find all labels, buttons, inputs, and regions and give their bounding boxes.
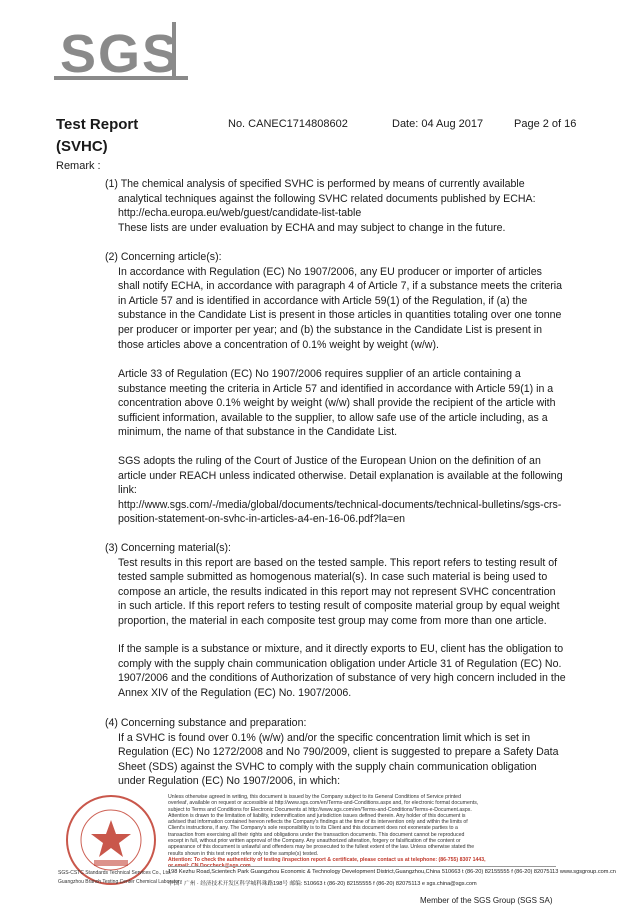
section-2-line: SGS adopts the ruling of the Court of Justice of the European Union on the definition of an bbox=[118, 455, 541, 467]
footer-address-en: 198 Kezhu Road,Scientech Park Guangzhou Economic & Technology Development District,Guangzhou,China 510663 t (86-20) 82155555 f (86-20) 82075113 www.sgsgroup.com.cn bbox=[168, 869, 616, 875]
section-4-line: Sheet (SDS) against the SVHC to comply with the supply chain communication obligation bbox=[118, 760, 537, 773]
section-2-line: In accordance with Regulation (EC) No 1907/2006, any EU producer or importer of articles bbox=[118, 265, 542, 278]
section-2-line: those articles above a concentration of 0.1% weight by weight (w/w). bbox=[118, 338, 439, 351]
footer-attention: Attention: To check the authenticity of testing /inspection report & certificate, please contact us at telephone: (86-755) 8307 1443, bbox=[168, 856, 486, 863]
section-3-line: tested sample submitted as homogenous material(s). In case such material is being used to bbox=[118, 571, 548, 584]
section-1-line: These lists are under evaluation by ECHA and may subject to change in the future. bbox=[118, 221, 506, 234]
footer-address-cn: 中国 · 广州 · 经济技术开发区科学城科珠路198号 邮编: 510663 t (86-20) 82155555 f (86-20) 82075113 e sgs.china@sgs.com bbox=[168, 881, 477, 887]
page-number: Page 2 of 16 bbox=[514, 118, 577, 130]
remark-label: Remark : bbox=[56, 160, 101, 172]
member-note: Member of the SGS Group (SGS SA) bbox=[420, 896, 553, 905]
section-1-line: analytical techniques against the following SVHC related documents published by ECHA: bbox=[118, 192, 536, 205]
section-2-line: minimum, the name of that substance in the Candidate List. bbox=[118, 426, 398, 439]
section-2-line: Article 33 of Regulation (EC) No 1907/2006 requires supplier of an article containing a bbox=[118, 368, 521, 380]
section-3-line: If the sample is a substance or mixture, and it directly exports to EU, client has the obligation to bbox=[118, 643, 564, 655]
section-3-line: in such article. If this report refers to testing result of composite material group by equal weight bbox=[118, 600, 560, 613]
report-number: No. CANEC1714808602 bbox=[228, 118, 348, 130]
section-2-line: in Article 57 and is identified in accordance with Article 59(1) of the Regulation, if (a) the bbox=[118, 294, 528, 307]
section-2-link: http://www.sgs.com/-/media/global/documents/technical-documents/technical-bulletins/sgs-crs- bbox=[118, 498, 562, 511]
section-3-line: compose an article, the results indicated in this report may not represent SVHC concentration bbox=[118, 585, 556, 598]
section-3-head: (3) Concerning material(s): bbox=[105, 542, 231, 554]
report-subtitle: (SVHC) bbox=[56, 138, 108, 155]
section-3-line: comply with the supply chain communication obligation under Article 31 of Regulation (EC) No. bbox=[118, 657, 562, 670]
stamp-caption: SGS-CSTC Standards Technical Services Co., Ltd. bbox=[58, 870, 172, 876]
section-4-head: (4) Concerning substance and preparation: bbox=[105, 717, 307, 729]
section-2-line: substance in the Candidate List is present in those articles in quantities totaling over one tonne bbox=[118, 309, 562, 322]
section-3-line: Test results in this report are based on the tested sample. This report refers to testing result of bbox=[118, 556, 558, 569]
section-3-line: Annex XIV of the Regulation (EC) No. 1907/2006. bbox=[118, 686, 352, 699]
report-date: Date: 04 Aug 2017 bbox=[392, 118, 484, 130]
section-4-line: under Regulation (EC) No 1907/2006, in which: bbox=[118, 775, 341, 788]
svg-text:SGS: SGS bbox=[60, 24, 181, 84]
section-2-head: (2) Concerning article(s): bbox=[105, 251, 222, 263]
section-2-line: shall notify ECHA, in accordance with paragraph 4 of Article 7, if a substance meets the criteria bbox=[118, 280, 562, 293]
section-1-head: (1) The chemical analysis of specified SVHC is performed by means of currently available bbox=[105, 178, 525, 190]
sgs-logo bbox=[54, 22, 188, 88]
report-title: Test Report bbox=[56, 116, 139, 133]
section-2-line: concentration above 0.1% weight by weight (w/w) shall provide the recipient of the article with bbox=[118, 397, 556, 410]
section-4-line: If a SVHC is found over 0.1% (w/w) and/or the specific concentration limit which is set in bbox=[118, 731, 531, 744]
section-4-line: Regulation (EC) No 1272/2008 and No 790/2009, client is suggested to prepare a Safety Data bbox=[118, 746, 559, 759]
section-3-line: 1907/2006 and the conditions of Authorization of substance of very high concern included in the bbox=[118, 672, 566, 685]
footer-divider bbox=[168, 866, 556, 867]
section-1-link: http://echa.europa.eu/web/guest/candidate-list-table bbox=[118, 207, 362, 220]
section-2-link: position-statement-on-svhc-in-articles-a4-en-16-06.pdf?la=en bbox=[118, 513, 406, 526]
section-2-line: article under REACH unless indicated otherwise. Detail explanation is available at the following bbox=[118, 469, 563, 482]
section-2-line: per producer or importer per year; and (b) the substance in the Candidate List is present in bbox=[118, 324, 542, 336]
section-2-line: sufficient information, available to the supplier, to allow safe use of the article including, as a bbox=[118, 411, 548, 424]
section-2-line: link: bbox=[118, 484, 137, 497]
section-2-line: substance meeting the criteria in Article 57 and identified in accordance with Article 59(1) in a bbox=[118, 382, 554, 395]
stamp-caption: Guangzhou Branch Testing Center Chemical Laboratory bbox=[58, 879, 183, 885]
section-3-line: proportion, the material in each composite test group may come from more than one article. bbox=[118, 615, 547, 627]
footer-disclaimer: Unless otherwise agreed in writing, this document is issued by the Company subject to its General Conditions of Service printed overleaf, available on request or accessible at http://www.sgs.com/en/Terms-and-Conditions.aspx and, for electronic format documents, subject to Terms and Conditions for Electronic Documents at http://www.sgs.com/en/Terms-and-Conditions/Terms-e-Document.aspx. Attention is drawn to the limitation of liability, indemnification and jurisdiction issues defined therein. Any holder of this document is advised that information contained hereon reflects the Company's findings at the time of its intervention only and within the limits of Client's instructions, if any. The Company's sole responsibility is to its Client and this document does not exonerate parties to a transaction from exercising all their rights and obligations under the transaction documents. This document cannot be reproduced except in full, without prior written approval of the Company. Any unauthorized alteration, forgery or falsification of the content or appearance of this document is unlawful and offenders may be prosecuted to the fullest extent of the law. Unless otherwise stated the results shown in this test report refer only to the sample(s) tested. Attention: To check the authenticity of testing /inspection report & certificate, please contact us at telephone: (86-755) 8307 1443, bbox=[168, 794, 556, 870]
